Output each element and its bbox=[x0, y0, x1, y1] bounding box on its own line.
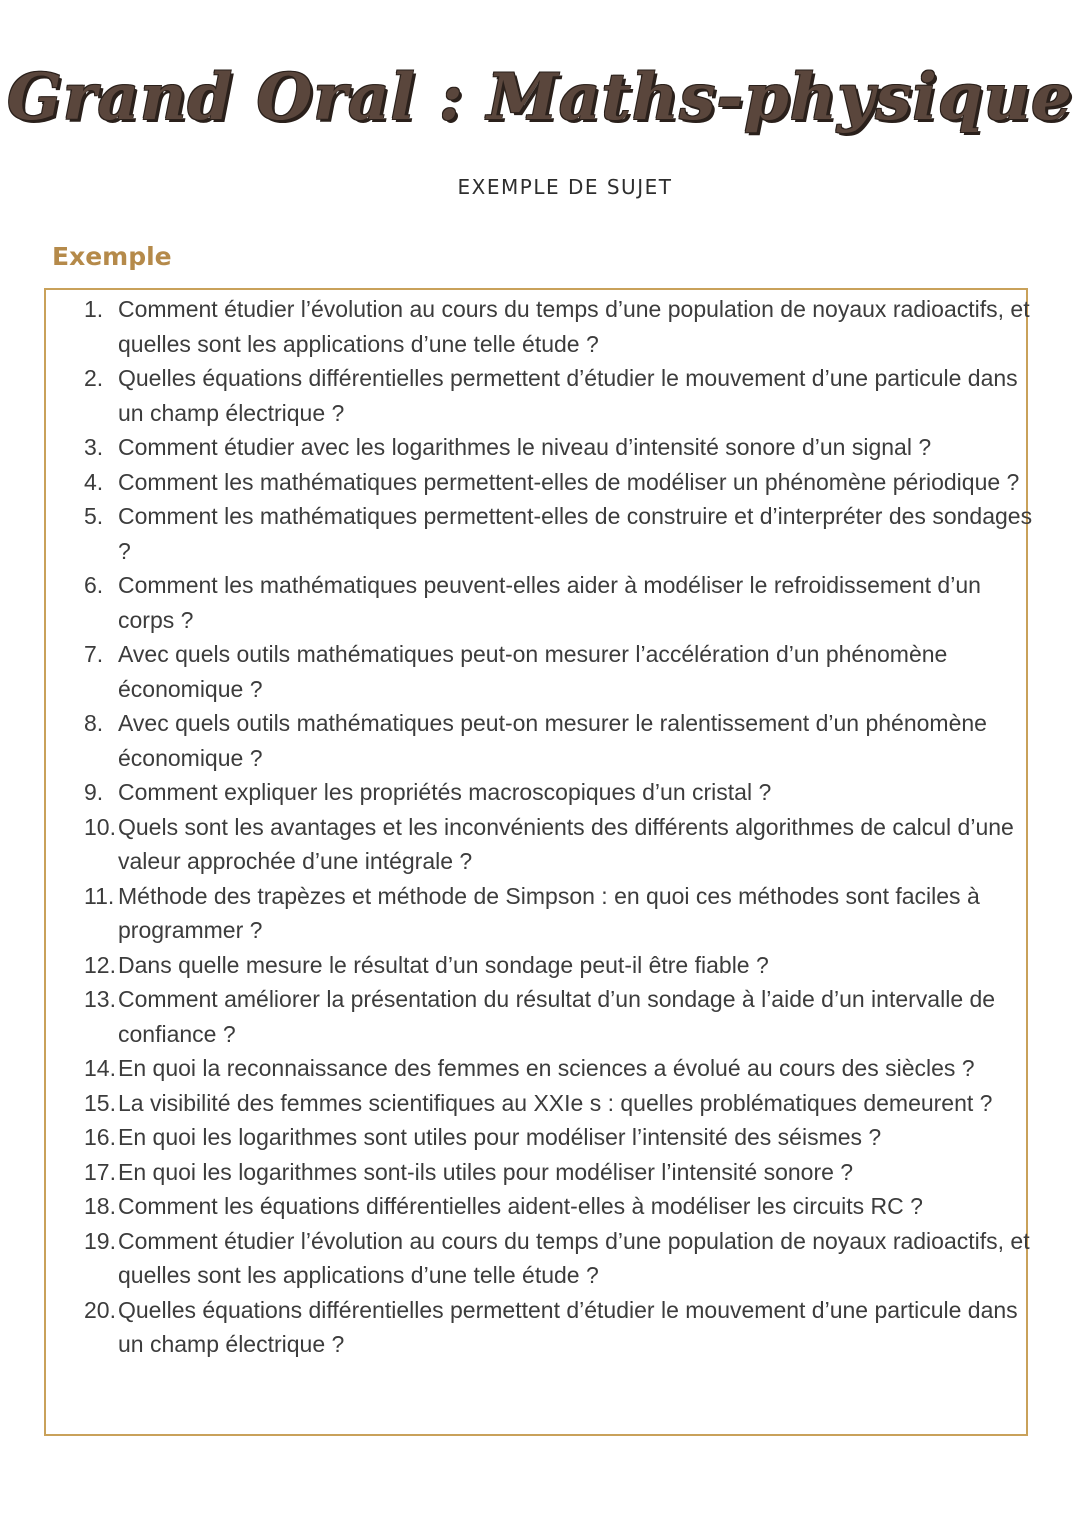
list-item-text: Avec quels outils mathématiques peut-on mesurer l’accélération d’un phénomène économique ? bbox=[118, 641, 948, 702]
list-item-text: Comment expliquer les propriétés macroscopiques d’un cristal ? bbox=[118, 779, 772, 805]
list-item-text: En quoi la reconnaissance des femmes en sciences a évolué au cours des siècles ? bbox=[118, 1055, 975, 1081]
list-item bbox=[84, 810, 1034, 879]
list-item-number: 14. bbox=[84, 1055, 116, 1081]
list-item bbox=[84, 1155, 1034, 1190]
list-item bbox=[84, 499, 1034, 568]
list-item-number: 9. bbox=[84, 779, 104, 805]
list-item-text: Comment étudier l’évolution au cours du temps d’une population de noyaux radioactifs, et quelles sont les applications d’une telle étude ? bbox=[118, 1227, 1030, 1288]
list-item-text: Quelles équations différentielles permettent d’étudier le mouvement d’une particule dans un champ électrique ? bbox=[118, 1296, 1018, 1357]
list-item bbox=[84, 1189, 1034, 1224]
list-item-text: Quelles équations différentielles permettent d’étudier le mouvement d’une particule dans un champ électrique ? bbox=[118, 365, 1018, 426]
list-item-text: En quoi les logarithmes sont utiles pour modéliser l’intensité des séismes ? bbox=[118, 1124, 882, 1150]
list-item-number: 2. bbox=[84, 365, 104, 391]
list-item bbox=[84, 879, 1034, 948]
list-item-text: En quoi les logarithmes sont-ils utiles pour modéliser l’intensité sonore ? bbox=[118, 1158, 854, 1185]
list-item-number: 11. bbox=[84, 882, 115, 909]
list-item-text: Dans quelle mesure le résultat d’un sondage peut-il être fiable ? bbox=[118, 951, 769, 978]
list-item-text: La visibilité des femmes scientifiques au XXIe s : quelles problématiques demeurent ? bbox=[118, 1089, 993, 1116]
list-item bbox=[84, 361, 1034, 430]
list-item-number: 6. bbox=[84, 572, 104, 598]
list-item-text: Comment étudier l’évolution au cours du temps d’une population de noyaux radioactifs, et quelles sont les applications d’une telle étude ? bbox=[118, 296, 1030, 357]
list-item bbox=[84, 1224, 1034, 1293]
list-item-number: 20. bbox=[84, 1296, 116, 1323]
list-item bbox=[84, 1293, 1034, 1362]
list-item bbox=[84, 465, 1034, 500]
page-title: Grand Oral : Maths-physique bbox=[7, 60, 1073, 135]
list-item-number: 7. bbox=[84, 641, 104, 667]
list-item bbox=[84, 568, 1034, 637]
list-item-number: 4. bbox=[84, 468, 104, 495]
list-item bbox=[84, 775, 1034, 810]
list-item bbox=[84, 948, 1034, 983]
list-item bbox=[84, 637, 1034, 706]
list-item bbox=[84, 1086, 1034, 1121]
list-item-number: 18. bbox=[84, 1193, 116, 1219]
list-item-text: Comment les mathématiques peuvent-elles aider à modéliser le refroidissement d’un corps ? bbox=[118, 572, 981, 633]
list-item-number: 19. bbox=[84, 1227, 116, 1254]
list-item-text: Avec quels outils mathématiques peut-on mesurer le ralentissement d’un phénomène économique ? bbox=[118, 710, 987, 771]
list-item-number: 17. bbox=[84, 1158, 116, 1185]
list-item-text: Comment les mathématiques permettent-elles de construire et d’interpréter des sondages ? bbox=[118, 503, 1033, 564]
page-subtitle: EXEMPLE DE SUJET bbox=[457, 175, 673, 199]
list-item-number: 5. bbox=[84, 503, 104, 529]
section-label: Exemple bbox=[52, 242, 172, 271]
list-item bbox=[84, 1120, 1034, 1155]
questions-list bbox=[84, 292, 1034, 1362]
list-item-text: Comment améliorer la présentation du résultat d’un sondage à l’aide d’un intervalle de confiance ? bbox=[118, 986, 996, 1047]
list-item bbox=[84, 430, 1034, 465]
list-item-number: 8. bbox=[84, 710, 104, 736]
list-item-text: Comment étudier avec les logarithmes le niveau d’intensité sonore d’un signal ? bbox=[118, 434, 932, 460]
list-item bbox=[84, 292, 1034, 361]
list-item-text: Comment les mathématiques permettent-elles de modéliser un phénomène périodique ? bbox=[118, 468, 1020, 495]
list-item bbox=[84, 982, 1034, 1051]
list-item-number: 12. bbox=[84, 951, 116, 978]
list-item-number: 3. bbox=[84, 434, 104, 460]
list-item-number: 13. bbox=[84, 986, 116, 1012]
list-item-text: Comment les équations différentielles aident-elles à modéliser les circuits RC ? bbox=[118, 1193, 923, 1219]
list-item-text: Méthode des trapèzes et méthode de Simpson : en quoi ces méthodes sont faciles à programmer ? bbox=[118, 882, 980, 943]
list-item-number: 1. bbox=[84, 296, 104, 322]
list-item-number: 16. bbox=[84, 1124, 116, 1150]
list-item-number: 15. bbox=[84, 1089, 116, 1116]
list-item-text: Quels sont les avantages et les inconvénients des différents algorithmes de calcul d’une valeur approchée d’une intégrale ? bbox=[118, 813, 1014, 874]
list-item bbox=[84, 706, 1034, 775]
list-item-number: 10. bbox=[84, 813, 116, 840]
list-item bbox=[84, 1051, 1034, 1086]
